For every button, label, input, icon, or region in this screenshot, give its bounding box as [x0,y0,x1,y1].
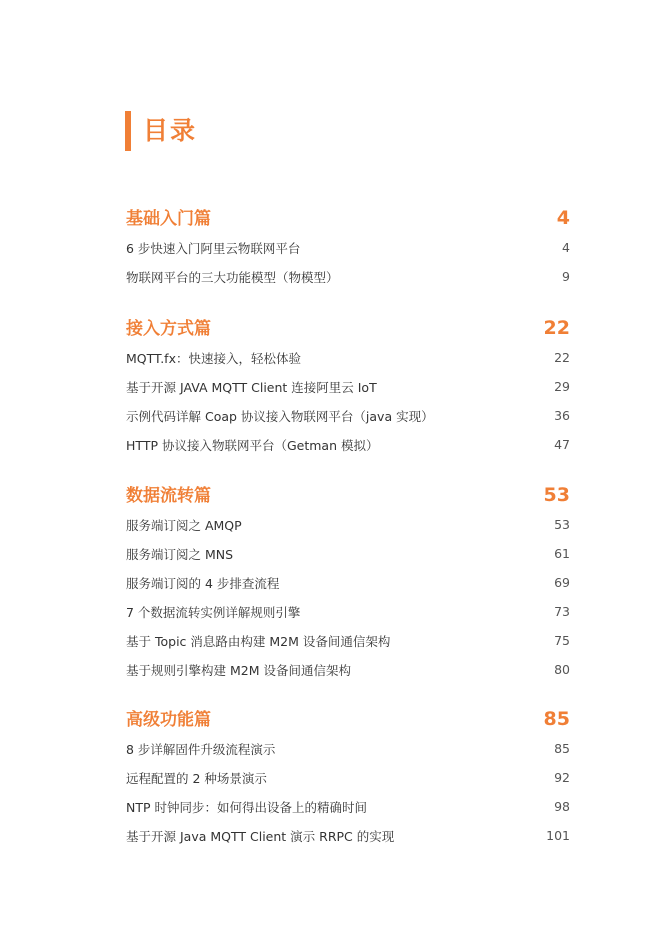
entry-page-number: 47 [554,437,570,452]
entry-page-number: 92 [554,770,570,785]
section-heading[interactable] [126,313,570,343]
section-page-number: 22 [543,317,570,339]
toc-entry[interactable] [126,510,570,539]
entry-page-number: 98 [554,799,570,814]
entry-list [126,343,570,459]
entry-title: 基于 Topic 消息路由构建 M2M 设备间通信架构 [126,633,391,649]
entry-title: 物联网平台的三大功能模型（物模型） [126,269,339,285]
entry-page-number: 36 [554,408,570,423]
entry-title: 基于开源 JAVA MQTT Client 连接阿里云 IoT [126,379,377,395]
section-page-number: 85 [543,708,570,730]
entry-title: 远程配置的 2 种场景演示 [126,770,267,786]
entry-page-number: 75 [554,633,570,648]
entry-page-number: 9 [562,269,570,284]
toc-section [126,313,570,459]
toc-entry[interactable] [126,343,570,372]
entry-title: 服务端订阅之 AMQP [126,517,242,533]
entry-list [126,233,570,291]
toc-entry[interactable] [126,734,570,763]
toc-entry[interactable] [126,655,570,684]
entry-title: 基于规则引擎构建 M2M 设备间通信架构 [126,662,351,678]
section-title: 数据流转篇 [126,486,211,506]
entry-title: 7 个数据流转实例详解规则引擎 [126,604,301,620]
section-title: 高级功能篇 [126,710,211,730]
section-heading[interactable] [126,203,570,233]
entry-page-number: 73 [554,604,570,619]
entry-title: 服务端订阅之 MNS [126,546,234,562]
entry-title: NTP 时钟同步：如何得出设备上的精确时间 [126,799,367,815]
entry-page-number: 101 [546,828,570,843]
accent-bar [125,111,131,151]
entry-title: MQTT.fx：快速接入，轻松体验 [126,350,301,366]
page-title: 目录 [143,116,198,145]
toc-entry[interactable] [126,372,570,401]
entry-page-number: 85 [554,741,570,756]
toc-entry[interactable] [126,233,570,262]
toc-entry[interactable] [126,821,570,850]
section-heading[interactable] [126,704,570,734]
entry-page-number: 80 [554,662,570,677]
toc-section [126,480,570,684]
entry-page-number: 29 [554,379,570,394]
entry-page-number: 61 [554,546,570,561]
entry-title: 示例代码详解 Coap 协议接入物联网平台（java 实现） [126,408,434,424]
entry-list [126,734,570,850]
section-heading[interactable] [126,480,570,510]
entry-title: 6 步快速入门阿里云物联网平台 [126,240,301,256]
entry-page-number: 22 [554,350,570,365]
toc-entry[interactable] [126,597,570,626]
section-page-number: 4 [556,207,570,229]
entry-title: HTTP 协议接入物联网平台（Getman 模拟） [126,437,379,453]
toc-entry[interactable] [126,539,570,568]
entry-title: 基于开源 Java MQTT Client 演示 RRPC 的实现 [126,828,395,844]
toc-entry[interactable] [126,568,570,597]
toc-entry[interactable] [126,401,570,430]
toc-entry[interactable] [126,262,570,291]
entry-page-number: 69 [554,575,570,590]
toc-entry[interactable] [126,792,570,821]
toc-entry[interactable] [126,763,570,792]
entry-page-number: 4 [562,240,570,255]
toc-section [126,704,570,850]
toc-section [126,203,570,291]
toc-entry[interactable] [126,430,570,459]
entry-page-number: 53 [554,517,570,532]
section-title: 基础入门篇 [126,209,211,229]
section-title: 接入方式篇 [126,319,211,339]
section-page-number: 53 [543,484,570,506]
entry-title: 服务端订阅的 4 步排查流程 [126,575,280,591]
entry-list [126,510,570,684]
toc-header [125,110,197,152]
toc-entry[interactable] [126,626,570,655]
entry-title: 8 步详解固件升级流程演示 [126,741,276,757]
